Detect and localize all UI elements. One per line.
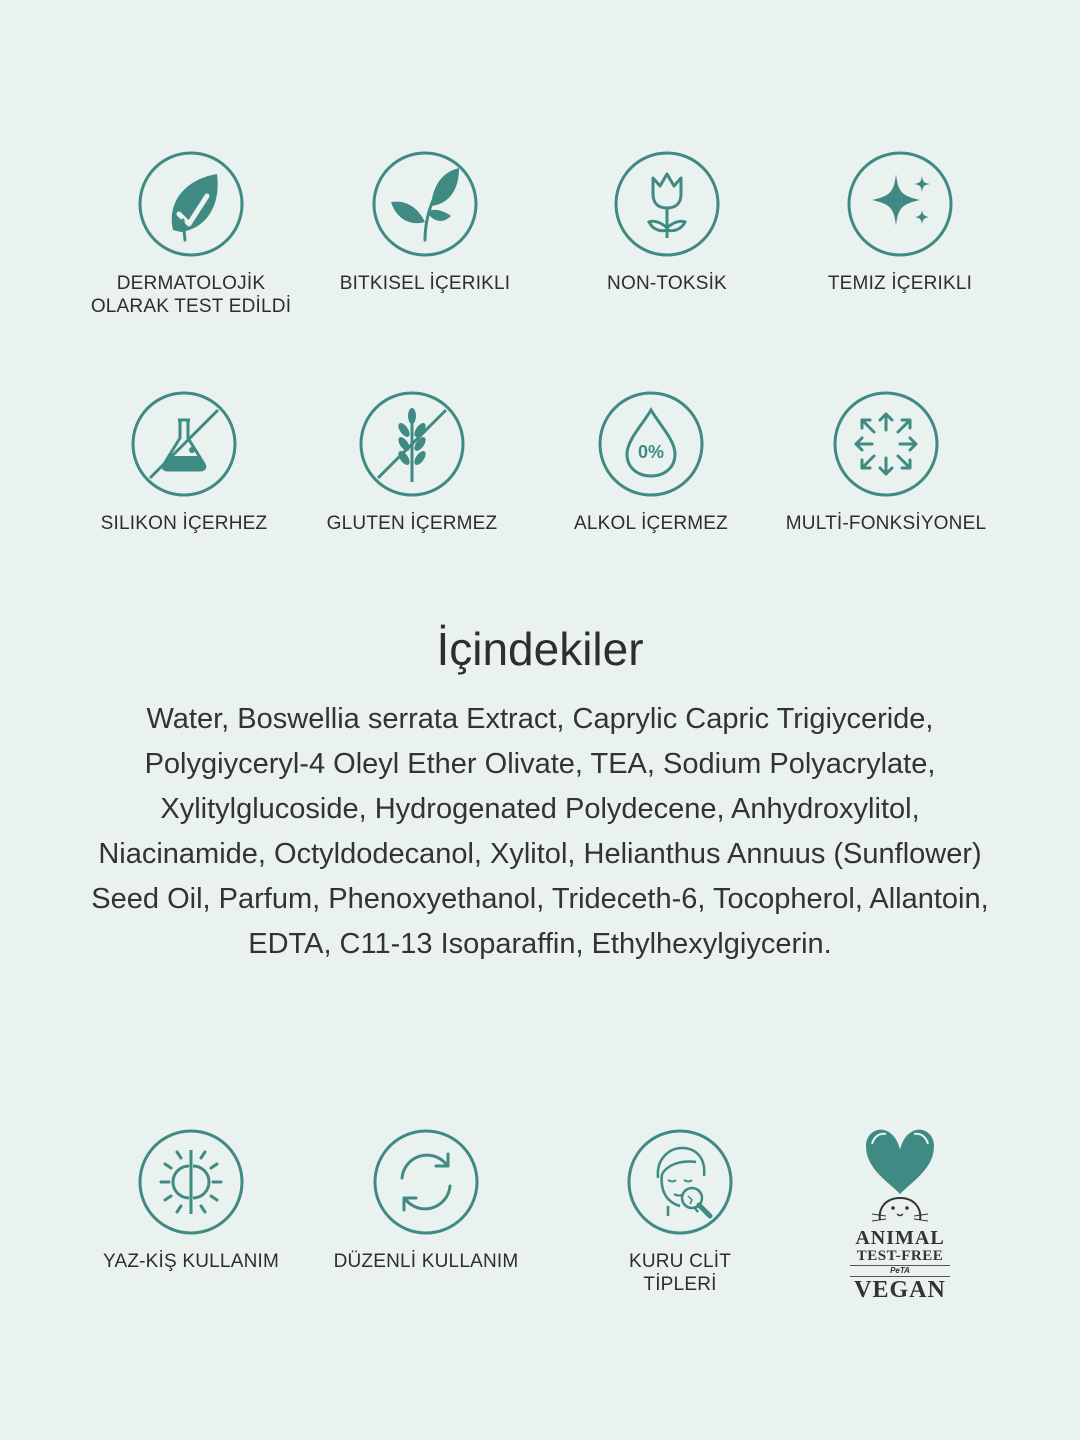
face-magnifier-icon (626, 1128, 734, 1236)
feature-summer-winter-use (71, 1128, 311, 1273)
feature-label: YAZ-KİŞ KULLANIM (103, 1251, 279, 1272)
cycle-icon (372, 1128, 480, 1236)
vegan-badge-line3: VEGAN (854, 1277, 946, 1303)
feature-label: DERMATOLOJİK OLARAK TEST EDİLDİ (90, 273, 292, 317)
vegan-badge-line2: TEST-FREE (856, 1248, 944, 1264)
no-wheat-icon (358, 390, 466, 498)
drop-zero-percent-icon (597, 390, 705, 498)
peta-logo: PeTA (850, 1265, 950, 1277)
feature-herbal (305, 150, 545, 295)
feature-label: KURU CLİT TİPLERİ (628, 1251, 732, 1295)
plant-icon (371, 150, 479, 258)
vegan-badge (840, 1124, 960, 1302)
sun-snow-icon (137, 1128, 245, 1236)
feature-label: DÜZENLİ KULLANIM (333, 1251, 519, 1272)
feature-non-toxic (547, 150, 787, 295)
feature-label: SILIKON İÇERHEZ (100, 513, 268, 534)
vegan-badge-line1: ANIMAL (855, 1227, 945, 1249)
feature-label: BITKISEL İÇERIKLI (339, 273, 511, 294)
features-row-1 (0, 150, 1080, 350)
feature-gluten-free (292, 390, 532, 535)
feature-multifunctional (766, 390, 1006, 535)
features-row-2 (0, 390, 1080, 590)
feature-regular-use (306, 1128, 546, 1273)
feature-label: GLUTEN İÇERMEZ (326, 513, 498, 534)
feature-dry-skin-types (560, 1128, 800, 1296)
no-flask-icon (130, 390, 238, 498)
feature-label: NON-TOKSİK (607, 273, 727, 294)
leaf-check-icon (137, 150, 245, 258)
bunny-heart-icon (850, 1124, 950, 1228)
sparkle-icon (846, 150, 954, 258)
tulip-icon (613, 150, 721, 258)
feature-label: TEMIZ İÇERIKLI (827, 273, 973, 294)
zero-percent-label: 0% (637, 442, 665, 462)
feature-clean-ingredients (780, 150, 1020, 295)
feature-label: MULTİ-FONKSİYONEL (785, 513, 987, 534)
feature-dermatologically-tested (71, 150, 311, 318)
feature-alcohol-free (531, 390, 771, 535)
multi-arrows-icon (832, 390, 940, 498)
ingredients-title: İçindekiler (436, 623, 644, 675)
feature-no-silicone (64, 390, 304, 535)
feature-label: ALKOL İÇERMEZ (574, 513, 728, 534)
ingredients-text: Water, Boswellia serrata Extract, Caprylic Capric Trigiyceride, Polygiyceryl-4 Oleyl Ether Olivate, TEA, Sodium Polyacrylate, Xylitylglucoside, Hydrogenated Polydecene, Anhydroxylitol, Niacinamide, Octyldodecanol, Xylitol, Helianthus Annuus (Sunflower) Seed Oil, Parfum, Phenoxyethanol, Trideceth-6, Tocopherol, Allantoin, EDTA, C11-13 Isoparaffin, Ethylhexylgiycerin. (91, 703, 989, 960)
